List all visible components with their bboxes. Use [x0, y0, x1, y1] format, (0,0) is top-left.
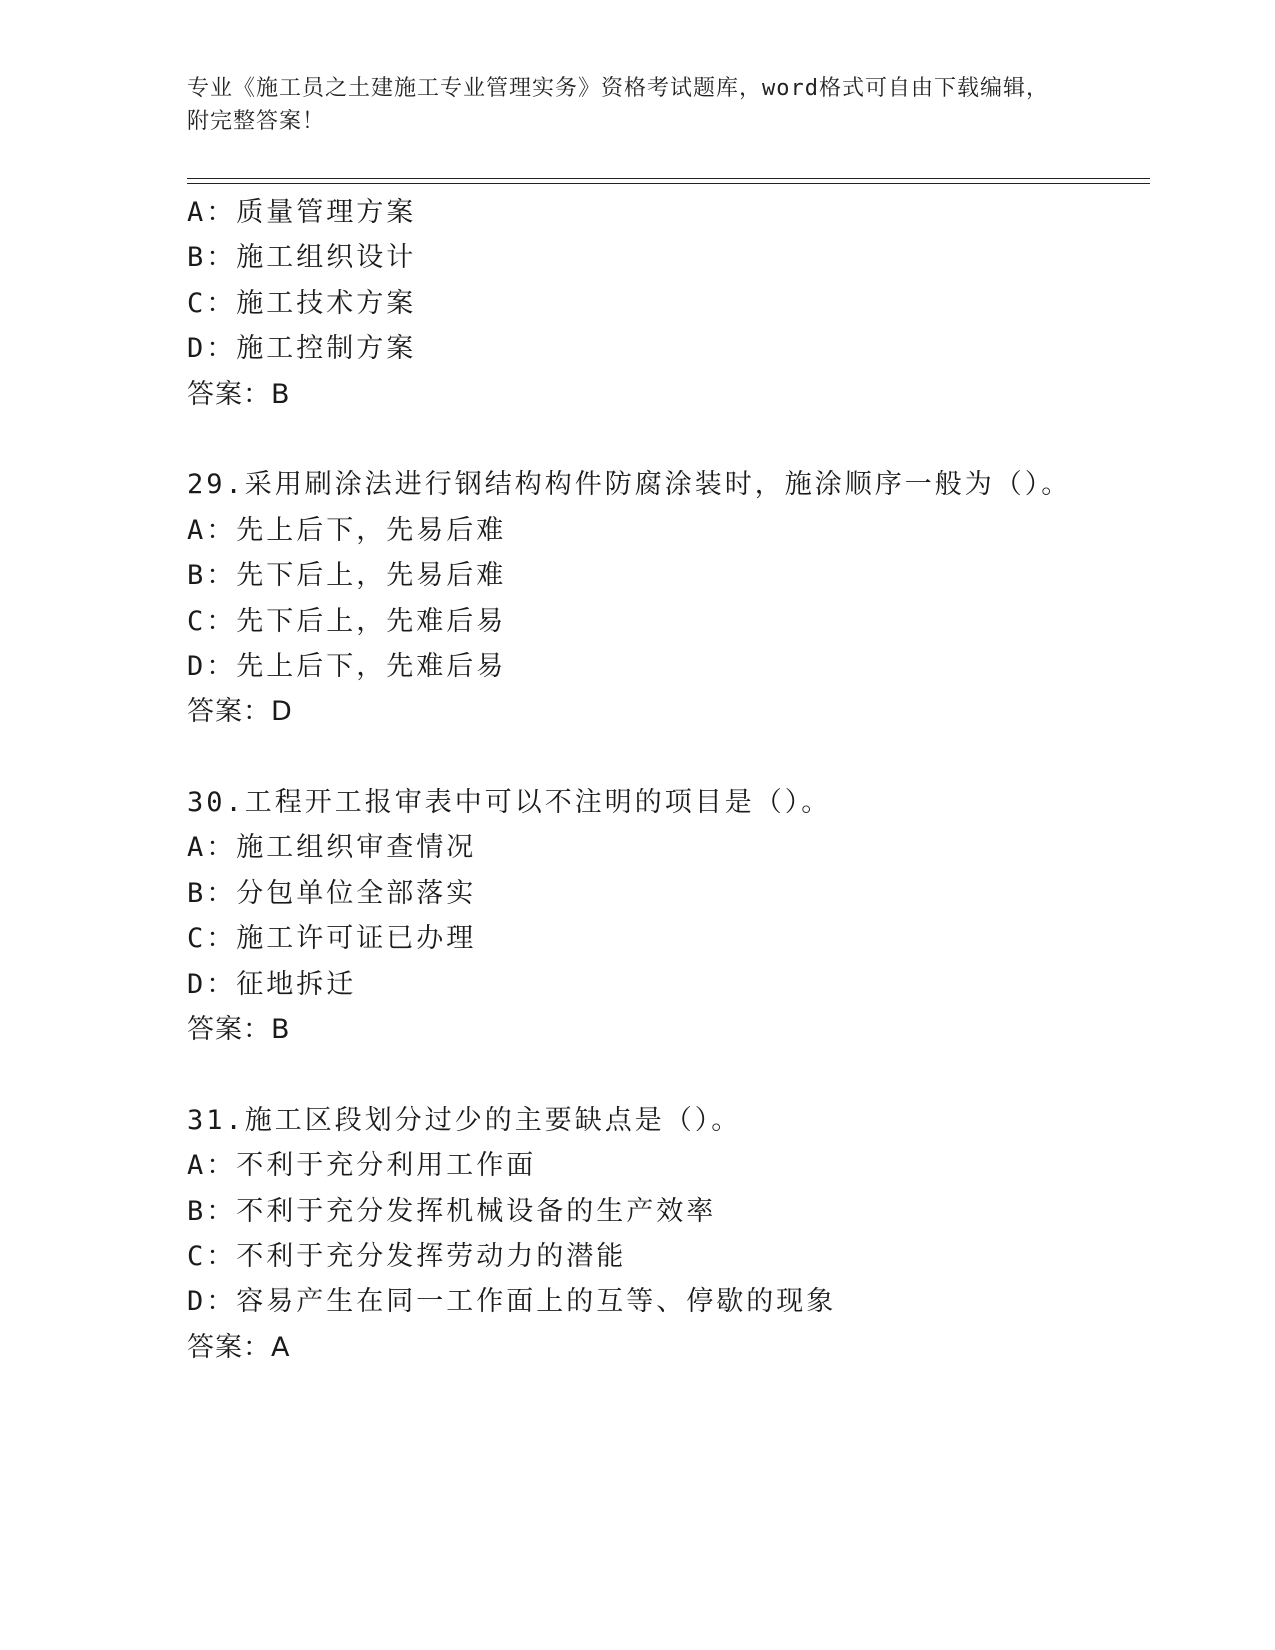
question-block [187, 780, 1147, 1052]
option-b: B：不利于充分发挥机械设备的生产效率 [187, 1195, 717, 1227]
header-divider-top [187, 178, 1150, 179]
question-list [187, 190, 1147, 1370]
option-b: B：分包单位全部落实 [187, 877, 477, 909]
question-stem: 30.工程开工报审表中可以不注明的项目是（）。 [187, 787, 832, 819]
question-stem: 29.采用刷涂法进行钢结构构件防腐涂装时，施涂顺序一般为（）。 [187, 469, 1072, 501]
question-stem: 31.施工区段划分过少的主要缺点是（）。 [187, 1104, 742, 1136]
option-d: D：先上后下，先难后易 [187, 650, 507, 682]
option-c: C：先下后上，先难后易 [187, 605, 507, 637]
option-a: A：不利于充分利用工作面 [187, 1150, 537, 1182]
header-divider-bottom [187, 183, 1150, 184]
option-a: A：施工组织审查情况 [187, 832, 477, 864]
answer-line: 答案：A [187, 1331, 291, 1363]
answer-line: 答案：B [187, 378, 291, 410]
spacer [187, 735, 1147, 780]
option-c: C：施工技术方案 [187, 287, 417, 319]
question-block [187, 462, 1147, 734]
question-block [187, 190, 1147, 417]
header-title: 专业《施工员之土建施工专业管理实务》资格考试题库，word格式可自由下载编辑，附完整答案！ [187, 76, 1049, 134]
option-c: C：施工许可证已办理 [187, 923, 477, 955]
spacer [187, 417, 1147, 462]
option-a: A：质量管理方案 [187, 197, 417, 228]
answer-line: 答案：D [187, 696, 293, 728]
question-block [187, 1098, 1147, 1370]
option-b: B：先下后上，先易后难 [187, 560, 507, 592]
option-d: D：征地拆迁 [187, 968, 357, 1000]
spacer [187, 1052, 1147, 1097]
option-a: A：先上后下，先易后难 [187, 514, 507, 546]
option-d: D：容易产生在同一工作面上的互等、停歇的现象 [187, 1286, 837, 1318]
answer-line: 答案：B [187, 1014, 291, 1046]
option-c: C：不利于充分发挥劳动力的潜能 [187, 1240, 627, 1272]
option-b: B：施工组织设计 [187, 242, 417, 274]
document-header [187, 72, 1067, 138]
option-d: D：施工控制方案 [187, 333, 417, 365]
